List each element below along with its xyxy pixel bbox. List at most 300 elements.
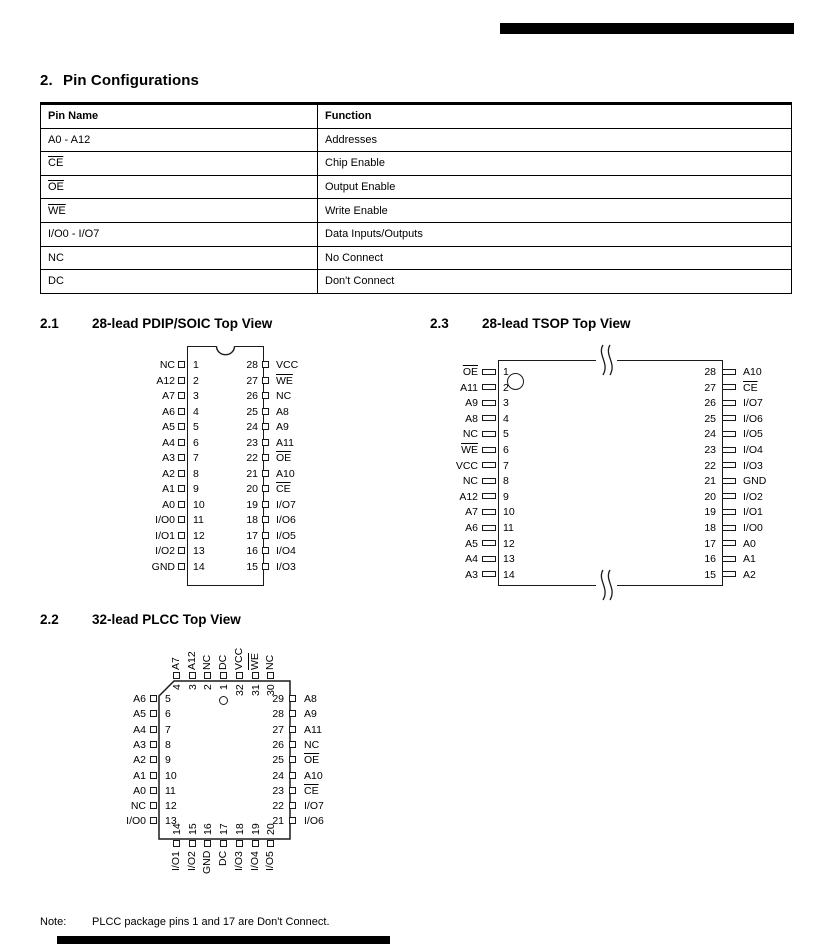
plcc-pin-label: I/O5 — [264, 851, 277, 871]
pdip-pin-label: $\overline{WE}$ — [276, 374, 293, 387]
pdip-pin-label: A8 — [276, 405, 289, 418]
tsop-pin-number: 3 — [503, 397, 509, 410]
plcc-pin-label: A11 — [304, 723, 322, 736]
pdip-pin-number: 21 — [246, 467, 258, 480]
plcc-pin-label: GND — [201, 851, 214, 875]
plcc-pin-label: A3 — [133, 738, 146, 751]
tsop-pin-number: 8 — [503, 475, 509, 488]
tsop-pin-pad — [482, 462, 496, 468]
note-label: Note: — [40, 916, 67, 928]
plcc-pin-label: NC — [304, 738, 320, 751]
tsop-pin-pad — [722, 540, 736, 546]
tsop-pin-label: A12 — [459, 490, 478, 503]
pdip-pin-number: 20 — [246, 483, 258, 496]
pdip-pin-number: 9 — [193, 483, 199, 496]
tsop-pin-label: I/O5 — [743, 428, 763, 441]
pdip-pin-label: GND — [151, 561, 175, 574]
pdip-pin-number: 7 — [193, 452, 199, 465]
pdip-pin-pad — [178, 501, 185, 508]
tsop-pin-pad — [482, 525, 496, 531]
pdip-pin-label: I/O0 — [155, 514, 175, 527]
pdip-pin-label: A9 — [276, 421, 289, 434]
plcc-pin-number: 13 — [165, 815, 177, 828]
pin-function-cell: Chip Enable — [318, 152, 792, 176]
plcc-pin-number: 21 — [272, 815, 284, 828]
pin-function-cell: Addresses — [318, 128, 792, 152]
tsop-pin-pad — [722, 525, 736, 531]
pin-name-cell: I/O0 - I/O7 — [41, 222, 318, 246]
plcc-pin-pad — [252, 840, 259, 847]
plcc-pin-number: 32 — [233, 684, 246, 696]
plcc-pin-pad — [220, 840, 227, 847]
plcc-pin-label: DC — [217, 654, 230, 670]
pdip-pin-pad — [178, 377, 185, 384]
pdip-pin-label: A3 — [162, 452, 175, 465]
tsop-pin-number: 10 — [503, 506, 515, 519]
pin-table-row — [41, 246, 792, 270]
pdip-pin-pad — [178, 408, 185, 415]
plcc-pin-label: A5 — [133, 708, 146, 721]
pdip-pin-pad — [262, 547, 269, 554]
tsop-pin-label: A6 — [465, 522, 478, 534]
plcc-pin-pad — [236, 672, 243, 679]
tsop-pin-number: 4 — [503, 412, 509, 425]
plcc-pin-pad — [150, 695, 157, 702]
plcc-pin-label: A10 — [304, 769, 323, 782]
pdip-pin-pad — [178, 485, 185, 492]
plcc-pin-label: A8 — [304, 693, 317, 705]
tsop-break-bottom-icon — [594, 569, 620, 601]
tsop-pin-pad — [482, 493, 496, 499]
pin-name-cell: A0 - A12 — [41, 128, 318, 152]
plcc-pin-number: 9 — [165, 754, 171, 767]
tsop-pin-number: 9 — [503, 490, 509, 503]
pdip-pin-label: I/O4 — [276, 545, 296, 558]
plcc-pin-number: 5 — [165, 693, 171, 705]
tsop-pin-number: 1 — [503, 366, 509, 378]
tsop-pin-number: 2 — [503, 381, 509, 394]
pdip-pin-number: 25 — [246, 405, 258, 418]
plcc-section-number: 2.2 — [40, 612, 59, 627]
plcc-pin-pad — [150, 802, 157, 809]
pdip-pin-number: 16 — [246, 545, 258, 558]
pdip-pin-pad — [178, 454, 185, 461]
pdip-pin-pad — [262, 516, 269, 523]
plcc-pin-pad — [150, 787, 157, 794]
plcc-pin-pad — [150, 772, 157, 779]
tsop-pin-label: $\overline{WE}$ — [461, 444, 478, 456]
plcc-pin-pad — [252, 672, 259, 679]
plcc-pin-pad — [289, 695, 296, 702]
plcc-pin-number: 27 — [272, 723, 284, 736]
plcc-pin-number: 16 — [202, 823, 215, 835]
plcc-pin-pad — [189, 840, 196, 847]
pdip-pin-label: I/O3 — [276, 561, 296, 574]
pdip-pin-label: A0 — [162, 498, 175, 511]
tsop-pin-pad — [482, 540, 496, 546]
pdip-pin-pad — [262, 408, 269, 415]
tsop-pin-number: 18 — [704, 522, 716, 534]
tsop-pin-pad — [722, 493, 736, 499]
pin-table-row — [41, 199, 792, 223]
tsop-pin-pad — [722, 447, 736, 453]
note — [40, 916, 330, 928]
plcc-pin-pad — [289, 772, 296, 779]
tsop-pin-number: 28 — [704, 366, 716, 378]
plcc-pin-number: 19 — [249, 823, 262, 835]
tsop-pin-number: 12 — [503, 537, 515, 550]
plcc-pin-pad — [289, 817, 296, 824]
pdip-pin-label: I/O7 — [276, 498, 296, 511]
tsop-pin-label: VCC — [455, 459, 478, 472]
pdip-pin-number: 11 — [193, 514, 204, 527]
tsop-pin-pad — [482, 400, 496, 406]
tsop-pin-pad — [722, 571, 736, 577]
pin-table-header-row — [41, 104, 792, 129]
plcc-pin-pad — [150, 756, 157, 763]
pdip-pin-pad — [262, 392, 269, 399]
section-title: Pin Configurations — [63, 72, 199, 89]
plcc-pin-pad — [204, 672, 211, 679]
plcc-pin-pad — [289, 802, 296, 809]
tsop-pin-pad — [722, 478, 736, 484]
tsop-pin-pad — [482, 384, 496, 390]
tsop-pin-label: A11 — [460, 381, 478, 394]
pdip-pin-number: 1 — [193, 359, 199, 371]
tsop-pin-label: A1 — [743, 553, 756, 566]
tsop-pin-pad — [482, 447, 496, 453]
tsop-pin-number: 21 — [704, 475, 716, 488]
pin-function-cell: Write Enable — [318, 199, 792, 223]
plcc-pin-label: A4 — [133, 723, 146, 736]
tsop-pin-pad — [722, 415, 736, 421]
plcc-pin-label: A6 — [133, 693, 146, 705]
tsop-pin-number: 13 — [503, 553, 515, 566]
pdip-pin-pad — [262, 563, 269, 570]
plcc-pin-label: I/O4 — [248, 851, 261, 871]
pdip-pin-pad — [262, 454, 269, 461]
pdip-pin-number: 18 — [246, 514, 258, 527]
pdip-pin-label: A6 — [162, 405, 175, 418]
tsop-pin-number: 27 — [704, 381, 716, 394]
tsop-pin-pad — [722, 556, 736, 562]
pdip-pin-label: $\overline{CE}$ — [276, 483, 291, 496]
pdip-pin-pad — [178, 470, 185, 477]
pdip-pin-number: 4 — [193, 405, 199, 418]
plcc-pin-number: 4 — [171, 684, 183, 690]
plcc-pin-label: I/O3 — [232, 851, 245, 871]
pdip-pin-label: NC — [159, 359, 175, 371]
pdip-pin-number: 24 — [246, 421, 258, 434]
tsop-break-top-icon — [594, 344, 620, 376]
plcc-pin-label: A12 — [185, 651, 198, 670]
pdip-pin-label: $\overline{OE}$ — [276, 452, 292, 465]
pdip-pin-label: A7 — [162, 390, 175, 403]
tsop-pin-label: I/O6 — [743, 412, 763, 425]
pin-table-row — [41, 128, 792, 152]
col-header-function: Function — [318, 104, 792, 129]
tsop-pin-number: 17 — [704, 537, 716, 550]
tsop-pin-pad — [722, 509, 736, 515]
plcc-pin-number: 3 — [186, 684, 199, 690]
pdip-pin-label: A11 — [276, 436, 294, 449]
pdip-pin-number: 19 — [246, 498, 258, 511]
plcc-pin-number: 6 — [165, 708, 171, 721]
tsop-pin-pad — [722, 384, 736, 390]
tsop-pin-label: A5 — [465, 537, 478, 550]
pdip-pin-number: 3 — [193, 390, 199, 403]
plcc-pin-number: 26 — [272, 738, 284, 751]
plcc-pin-number: 7 — [165, 723, 171, 736]
pdip-section-number: 2.1 — [40, 316, 59, 331]
pdip-pin-number: 14 — [193, 561, 205, 574]
tsop-pin-pad — [722, 431, 736, 437]
plcc-pin-label: I/O7 — [304, 800, 324, 813]
pdip-pin-number: 23 — [246, 436, 258, 449]
tsop-pin-label: A4 — [465, 553, 478, 566]
plcc-pin-label: NC — [264, 654, 277, 670]
tsop-section-title: 28-lead TSOP Top View — [482, 316, 631, 331]
pdip-pin-pad — [178, 392, 185, 399]
plcc-pin-number: 24 — [272, 769, 284, 782]
plcc-pin-number: 30 — [265, 684, 278, 696]
pdip-pin-pad — [262, 470, 269, 477]
pdip-pin-pad — [262, 377, 269, 384]
col-header-pin-name: Pin Name — [41, 104, 318, 129]
pdip-pin-pad — [178, 532, 185, 539]
tsop-pin-label: NC — [462, 428, 478, 441]
plcc-pin-pad — [173, 840, 180, 847]
tsop-package-body — [498, 360, 723, 586]
pdip-notch — [214, 345, 237, 358]
plcc-pin-label: I/O6 — [304, 815, 324, 828]
pin-table-body — [41, 128, 792, 293]
plcc-pin-pad — [267, 840, 274, 847]
section-heading — [40, 72, 199, 89]
plcc-section-title: 32-lead PLCC Top View — [92, 612, 241, 627]
tsop-pin-pad — [482, 431, 496, 437]
pdip-pin-pad — [262, 423, 269, 430]
tsop-pin-label: I/O0 — [743, 522, 763, 534]
pdip-pin-label: A4 — [162, 436, 175, 449]
tsop-pin-number: 16 — [704, 553, 716, 566]
plcc-pin-label: $\overline{CE}$ — [304, 784, 319, 797]
plcc-pin-number: 12 — [165, 800, 177, 813]
pin-function-cell: Data Inputs/Outputs — [318, 222, 792, 246]
pdip-pin-number: 15 — [246, 561, 258, 574]
tsop-pin-pad — [482, 415, 496, 421]
pdip-pin-pad — [178, 361, 185, 368]
pdip-pin-label: VCC — [276, 359, 299, 371]
header-bar — [500, 23, 794, 34]
plcc-pin-number: 23 — [272, 784, 284, 797]
plcc-pin-label: NC — [130, 800, 146, 813]
tsop-pin-label: A10 — [743, 366, 762, 378]
plcc-pin-pad — [289, 741, 296, 748]
pdip-pin-pad — [178, 516, 185, 523]
pin-name-cell: $\overline{CE}$ — [41, 152, 318, 176]
plcc-pin-number: 18 — [233, 823, 246, 835]
tsop-pin-pad — [722, 462, 736, 468]
plcc-pin-pad — [204, 840, 211, 847]
pdip-pin-pad — [178, 423, 185, 430]
plcc-pin-label: WE — [248, 653, 261, 670]
pdip-pin-number: 10 — [193, 498, 205, 511]
plcc-pin-label: NC — [201, 654, 214, 670]
plcc-pin-pad — [289, 787, 296, 794]
tsop-pin-number: 19 — [704, 506, 716, 519]
tsop-pin-number: 22 — [704, 459, 716, 472]
tsop-pin-label: A9 — [465, 397, 478, 410]
plcc-pin-pad — [289, 710, 296, 717]
tsop-pin-label: $\overline{OE}$ — [462, 366, 478, 378]
plcc-pin-pad — [267, 672, 274, 679]
plcc-pin-label: I/O2 — [185, 851, 198, 871]
pdip-pin-pad — [262, 485, 269, 492]
plcc-pin-pad — [220, 672, 227, 679]
tsop-pin-number: 6 — [503, 444, 509, 456]
pdip-pin-label: I/O1 — [155, 529, 175, 542]
pdip-pin-label: A1 — [162, 483, 175, 496]
plcc-pin-number: 28 — [272, 708, 284, 721]
tsop-pin-label: A7 — [465, 506, 478, 519]
pdip-pin-number: 17 — [246, 529, 258, 542]
pdip-pin-pad — [262, 439, 269, 446]
tsop-pin-number: 11 — [503, 522, 514, 534]
plcc-pin-label: $\overline{OE}$ — [304, 754, 320, 767]
section-number: 2. — [40, 72, 53, 89]
plcc-pin-label: A9 — [304, 708, 317, 721]
plcc-pin-pad — [289, 726, 296, 733]
plcc-pin-number: 15 — [186, 823, 199, 835]
tsop-pin-number: 20 — [704, 490, 716, 503]
tsop-pin-number: 7 — [503, 459, 509, 472]
plcc-pin-label: A1 — [133, 769, 146, 782]
tsop-section-number: 2.3 — [430, 316, 449, 331]
pin-table-row — [41, 222, 792, 246]
plcc-pin-number: 20 — [265, 823, 278, 835]
pdip-pin-label: NC — [276, 390, 292, 403]
plcc-pin-number: 31 — [249, 684, 262, 696]
tsop-pin-pad — [482, 556, 496, 562]
tsop-pin-label: NC — [462, 475, 478, 488]
tsop-pin-pad — [482, 571, 496, 577]
pin-table-row — [41, 270, 792, 294]
pin-name-cell: $\overline{OE}$ — [41, 175, 318, 199]
tsop-pin-pad — [482, 478, 496, 484]
plcc-pin-pad — [289, 756, 296, 763]
pin-function-cell: Output Enable — [318, 175, 792, 199]
tsop-pin-label: I/O2 — [743, 490, 763, 503]
plcc-pin-label: I/O0 — [126, 815, 146, 828]
plcc-pin-label: A7 — [170, 657, 182, 670]
pdip-pin-label: A5 — [162, 421, 175, 434]
pdip-pin-number: 5 — [193, 421, 199, 434]
tsop-pin-label: I/O7 — [743, 397, 763, 410]
plcc-pin-label: DC — [217, 851, 230, 867]
tsop-pin-number: 15 — [704, 568, 716, 581]
pdip-pin-number: 28 — [246, 359, 258, 371]
pdip-section-heading — [40, 316, 272, 331]
pin-function-cell: No Connect — [318, 246, 792, 270]
pin-function-cell: Don't Connect — [318, 270, 792, 294]
plcc-pin-number: 29 — [272, 693, 284, 705]
tsop-section-heading — [430, 316, 631, 331]
plcc-pin-pad — [150, 710, 157, 717]
pdip-pin-number: 26 — [246, 390, 258, 403]
pdip-pin-number: 27 — [246, 374, 258, 387]
pdip-pin-label: I/O2 — [155, 545, 175, 558]
pin-name-cell: NC — [41, 246, 318, 270]
pdip-pin-pad — [178, 563, 185, 570]
pin-table-row — [41, 175, 792, 199]
pin-name-cell: $\overline{WE}$ — [41, 199, 318, 223]
pdip-pin-label: A2 — [162, 467, 175, 480]
pdip-pin-label: I/O6 — [276, 514, 296, 527]
pdip-section-title: 28-lead PDIP/SOIC Top View — [92, 316, 273, 331]
plcc-pin-pad — [236, 840, 243, 847]
tsop-pin-label: A8 — [465, 412, 478, 425]
pdip-pin-number: 2 — [193, 374, 199, 387]
pin-function-table — [40, 102, 792, 294]
pin-table-row — [41, 152, 792, 176]
tsop-pin-number: 26 — [704, 397, 716, 410]
tsop-pin-pad — [722, 369, 736, 375]
tsop-pin-label: GND — [743, 475, 767, 488]
footer-bar — [57, 936, 390, 944]
pdip-pin-pad — [262, 361, 269, 368]
plcc-pin-number: 17 — [218, 823, 231, 835]
plcc-pin-pad — [189, 672, 196, 679]
pdip-pin-number: 8 — [193, 467, 199, 480]
tsop-pin-label: A3 — [465, 568, 478, 581]
tsop-pin-number: 24 — [704, 428, 716, 441]
plcc-pin-label: A0 — [133, 784, 146, 797]
tsop-pin-label: A0 — [743, 537, 756, 550]
plcc-pin-number: 8 — [165, 738, 171, 751]
pdip-pin-pad — [178, 547, 185, 554]
pdip-pin-pad — [262, 501, 269, 508]
tsop-pin-pad — [482, 369, 496, 375]
tsop-pin-label: I/O1 — [743, 506, 763, 519]
tsop-pin-label: A2 — [743, 568, 756, 581]
plcc-pin-label: I/O1 — [170, 851, 182, 871]
tsop-pin-pad — [482, 509, 496, 515]
tsop-pin-label: I/O4 — [743, 444, 763, 456]
plcc-pin-pad — [150, 817, 157, 824]
pdip-pin-label: A10 — [276, 467, 295, 480]
plcc-pin-pad — [173, 672, 180, 679]
pdip-pin-label: I/O5 — [276, 529, 296, 542]
pin-name-cell: DC — [41, 270, 318, 294]
tsop-pin-label: I/O3 — [743, 459, 763, 472]
plcc-pin-number: 25 — [272, 754, 284, 767]
tsop-pin-number: 23 — [704, 444, 716, 456]
pdip-pin-number: 22 — [246, 452, 258, 465]
pdip-pin-pad — [262, 532, 269, 539]
plcc-pin-number: 2 — [202, 684, 215, 690]
plcc-pin-number: 10 — [165, 769, 177, 782]
plcc-pin-label: A2 — [133, 754, 146, 767]
tsop-pin-pad — [722, 400, 736, 406]
tsop-pin-number: 25 — [704, 412, 716, 425]
plcc-pin-number: 11 — [165, 784, 176, 797]
plcc-pin-number: 14 — [171, 823, 183, 835]
pdip-pin-number: 12 — [193, 529, 205, 542]
note-text: PLCC package pins 1 and 17 are Don't Connect. — [92, 916, 330, 928]
tsop-pin-number: 5 — [503, 428, 509, 441]
plcc-pin-pad — [150, 726, 157, 733]
